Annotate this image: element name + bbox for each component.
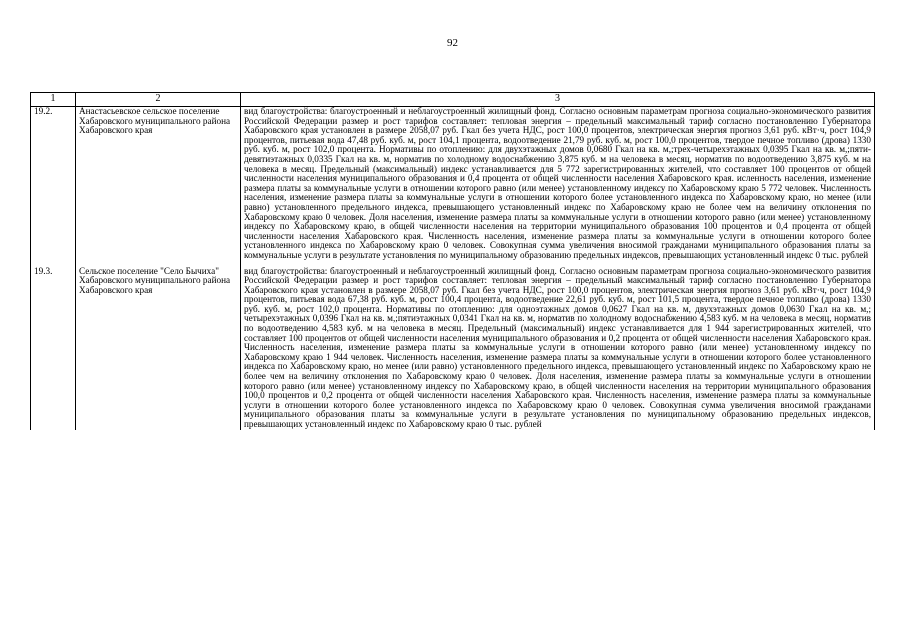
row-number: 19.2. — [31, 107, 76, 261]
tariff-description — [241, 107, 875, 261]
tariff-description-text: вид благоустройства: благоустроенный и неблагоустроенный жилищный фонд. Согласно основным параметрам прогноза социально-экономического развития Российской Федерации размер и рост тарифов составляет: тепловая энергия – предельный максимальный тариф согласно постановлению Губернатора Хабаровского края установлен в размере 2058,07 руб. Гкал без учета НДС, рост 100,0 процентов, электрическая энергия прогноз 3,61 руб. кВт·ч, рост 104,9 процентов, питьевая вода 47,48 руб. куб. м, рост 104,1 процента, водоотведение 21,79 руб. куб. м, рост 100,0 процентов, твердое печное топливо (дрова) 1330 руб. куб. м, рост 102,0 процента. Нормативы по отоплению: для двухэтажных домов 0,0680 Гкал на кв. м,;трех-четырехэтажных 0,0395 Гкал на кв. м,;пяти-девятиэтажных 0,0335 Гкал на кв. м, норматив по холодному водоснабжению 3,875 куб. м на человека в месяц, норматив по водоотведению 3,875 куб. м на человека в месяц. Предельный (максимальный) индекс устанавливается для 5 772 зарегистрированных жителей, что составляет 100 процентов от общей численности населения муниципального образования и 0,4 процента от общей численности населения Хабаровского края. исленность населения, изменение размера платы за коммунальные услуги в отношении которого равно (или менее) установленному индексу по Хабаровскому краю 5 772 человек. Численность населения, изменение размера платы за коммунальные услуги в отношении которого более установленного индекса по Хабаровскому краю, но менее (или равно) установленного предельного индекса, превышающего установленный индекс по Хабаровскому краю не более чем на величину отклонения по Хабаровскому краю 0 человек. Доля населения, изменение размера платы за коммунальные услуги в отношении которого равно (или менее) установленному индексу по Хабаровскому краю, в общей численности населения на территории муниципального образования 100 процентов и 0,4 процента от общей численности населения Хабаровского края. Численность населения, изменение размера платы за коммунальные услуги в отношении которого более установленного индекса по Хабаровскому краю 0 человек. Совокупная сумма увеличения вносимой гражданами муниципального образования платы за коммунальные услуги в результате установления по муниципальному образованию предельных индексов, превышающих установленный индекс 0 тыс. рублей — [244, 106, 871, 260]
header-row — [31, 93, 875, 107]
table-header — [31, 93, 875, 107]
table-row — [31, 261, 875, 430]
table-body — [31, 107, 875, 430]
municipality-name: Анастасьевское сельское поселение Хабаровского муниципального района Хабаровского края — [76, 107, 241, 261]
header-col-1: 1 — [31, 93, 76, 107]
page-number: 92 — [447, 37, 458, 49]
header-col-3: 3 — [241, 93, 875, 107]
table-row — [31, 107, 875, 261]
municipality-name: Сельское поселение "Село Бычиха" Хабаровского муниципального района Хабаровского края — [76, 261, 241, 430]
tariff-description-text: вид благоустройства: благоустроенный и неблагоустроенный жилищный фонд. Согласно основным параметрам прогноза социально-экономического развития Российской Федерации размер и рост тарифов составляет: тепловая энергия – предельный максимальный тариф согласно постановлению Губернатора Хабаровского края установлен в размере 2058,07 руб. Гкал без учета НДС, рост 100,0 процентов, электрическая энергия прогноз 3,61 руб. кВт·ч, рост 104,9 процентов, питьевая вода 67,38 руб. куб. м, рост 100,4 процента, водоотведение 22,61 руб. куб. м, рост 101,5 процента, твердое печное топливо (дрова) 1330 руб. куб. м, рост 102,0 процента. Нормативы по отоплению: для одноэтажных домов 0,0627 Гкал на кв. м, двухэтажных домов 0,0630 Гкал на кв. м,; четырехэтажных 0,0396 Гкал на кв. м,;пятиэтажных 0,0341 Гкал на кв. м, норматив по холодному водоснабжению 4,583 куб. м на человека в месяц, норматив по водоотведению 4,583 куб. м на человека в месяц. Предельный (максимальный) индекс устанавливается для 1 944 зарегистрированных жителей, что составляет 100 процентов от общей численности населения муниципального образования и 0,2 процента от общей численности населения Хабаровского края. Численность населения, изменение размера платы за коммунальные услуги в отношении которого равно (или менее) установленному индексу по Хабаровскому краю 1 944 человек. Численность населения, изменение размера платы за коммунальные услуги в отношении которого более установленного индекса по Хабаровскому краю, но менее (или равно) установленного предельного индекса, превышающего установленный индекс по Хабаровскому краю не более чем на величину отклонения по Хабаровскому краю 0 человек. Доля населения, изменение размера платы за коммунальные услуги в отношении которого равно (или менее) установленному индексу по Хабаровскому краю, в общей численности населения на территории муниципального образования 100,0 процентов и 0,2 процента от общей численности населения Хабаровского края. Численность населения, изменение размера платы за коммунальные услуги в отношении которого более установленного индекса по Хабаровскому краю 0 человек. Совокупная сумма увеличения вносимой гражданами муниципального образования платы за коммунальные услуги в результате установления по муниципальному образованию предельных индексов, превышающих установленный индекс по Хабаровскому краю 0 тыс. рублей — [244, 265, 871, 429]
header-col-2: 2 — [76, 93, 241, 107]
tariff-description — [241, 261, 875, 430]
tariff-table — [30, 92, 875, 430]
row-number: 19.3. — [31, 261, 76, 430]
